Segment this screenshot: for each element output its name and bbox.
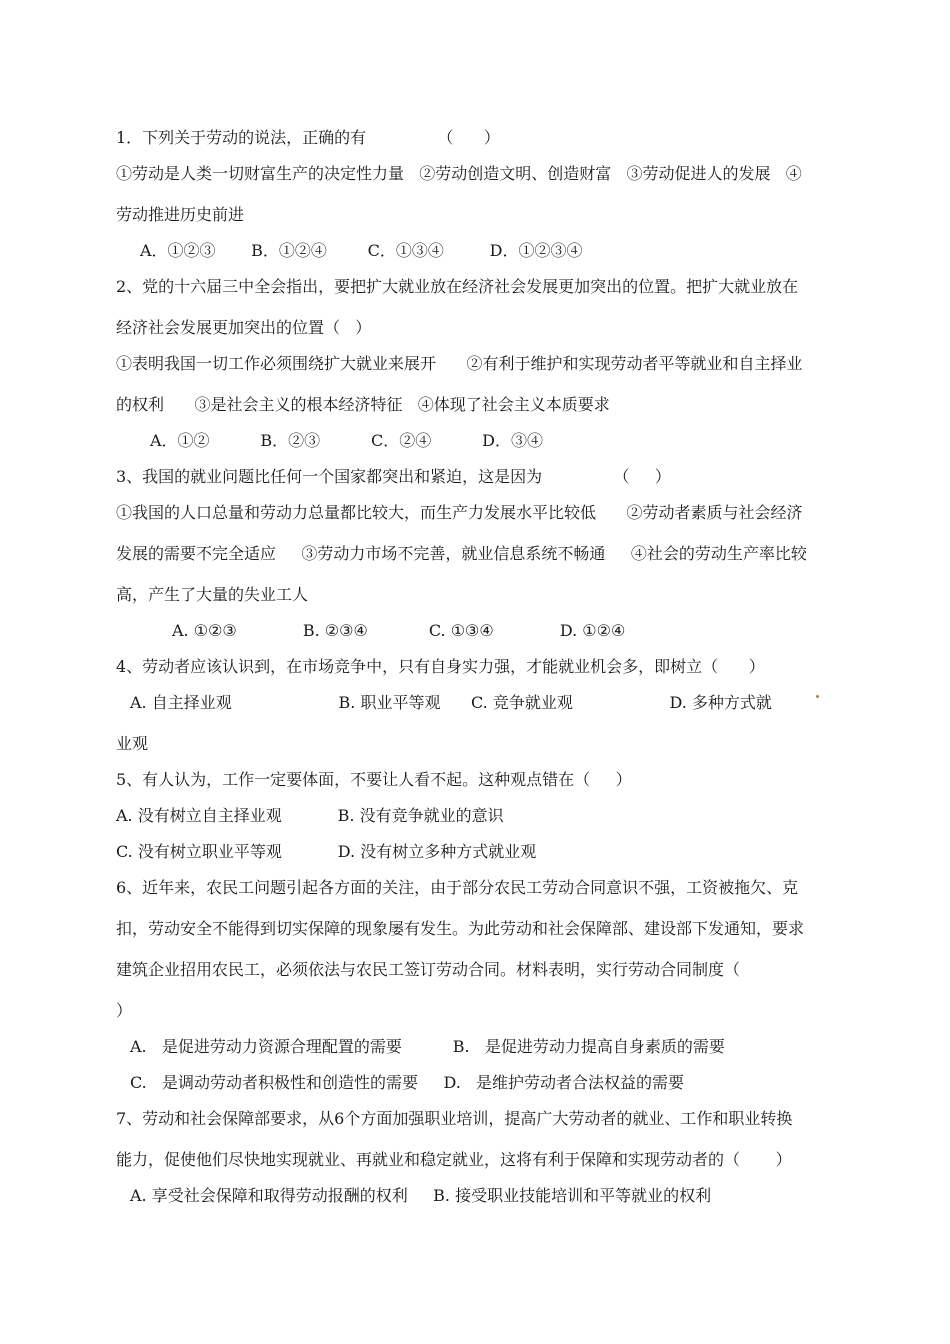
q6-stem-cont: 扣，劳动安全不能得到切实保障的现象屡有发生。为此劳动和社会保障部、建设部下发通知，要求 [116,919,805,938]
q6-stem-cont2: 建筑企业招用农民工，必须依法与农民工签订劳动合同。材料表明，实行劳动合同制度（ [116,960,741,979]
q2-options-cont: 的权利 ③是社会主义的根本经济特征 ④体现了社会主义本质要求 [116,395,610,414]
q5-stem: 5、有人认为，工作一定要体面，不要让人看不起。这种观点错在（ ） [116,770,632,789]
q1-stem: 1．下列关于劳动的说法，正确的有 （ ） [116,128,500,147]
q3-options-cont: 发展的需要不完全适应 ③劳动力市场不完善，就业信息系统不畅通 ④社会的劳动生产率比较 [116,544,807,563]
q5-choices-ab: A. 没有树立自主择业观 B. 没有竞争就业的意识 [116,806,504,825]
q1-options-cont: 劳动推进历史前进 [116,205,245,224]
q2-stem-cont: 经济社会发展更加突出的位置（ ） [116,318,372,337]
q6-stem-paren: ） [116,1001,133,1020]
q5-choices-cd: C. 没有树立职业平等观 D. 没有树立多种方式就业观 [116,842,537,861]
q3-choices: A. ①②③ B. ②③④ C. ①③④ D. ①②④ [172,621,626,640]
q2-choices: A．①② B．②③ C．②④ D．③④ [150,431,543,450]
q6-choices-ab: A. 是促进劳动力资源合理配置的需要 B. 是促进劳动力提高自身素质的需要 [130,1037,725,1056]
q3-options-cont2: 高，产生了大量的失业工人 [116,585,309,604]
q2-options: ①表明我国一切工作必须围绕扩大就业来展开 ②有利于维护和实现劳动者平等就业和自主择业 [116,354,803,373]
q3-options: ①我国的人口总量和劳动力总量都比较大，而生产力发展水平比较低 ②劳动者素质与社会经济 [116,503,803,522]
q4-choices: A. 自主择业观 B. 职业平等观 C. 竞争就业观 D. 多种方式就 [130,693,772,712]
q2-stem: 2、党的十六届三中全会指出，要把扩大就业放在经济社会发展更加突出的位置。把扩大就业放在 [116,277,799,296]
q6-choices-cd: C. 是调动劳动者积极性和创造性的需要 D. 是维护劳动者合法权益的需要 [130,1073,685,1092]
q7-stem-cont: 能力，促使他们尽快地实现就业、再就业和稳定就业，这将有利于保障和实现劳动者的（ ） [116,1150,792,1169]
stray-dot-mark [816,695,819,698]
q7-choices-ab: A. 享受社会保障和取得劳动报酬的权利 B. 接受职业技能培训和平等就业的权利 [130,1186,712,1205]
q1-choices: A．①②③ B．①②④ C．①③④ D．①②③④ [140,241,583,260]
q4-stem: 4、劳动者应该认识到，在市场竞争中，只有自身实力强，才能就业机会多，即树立（ ） [116,657,765,676]
q6-stem: 6、近年来，农民工问题引起各方面的关注，由于部分农民工劳动合同意识不强，工资被拖欠、克 [116,878,799,897]
q7-stem: 7、劳动和社会保障部要求，从6个方面加强职业培训，提高广大劳动者的就业、工作和职业转换 [116,1109,793,1128]
q1-options: ①劳动是人类一切财富生产的决定性力量 ②劳动创造文明、创造财富 ③劳动促进人的发展 ④ [116,164,802,183]
q3-stem: 3、我国的就业问题比任何一个国家都突出和紧迫，这是因为 （ ） [116,467,671,486]
q4-choices-cont: 业观 [116,734,149,753]
